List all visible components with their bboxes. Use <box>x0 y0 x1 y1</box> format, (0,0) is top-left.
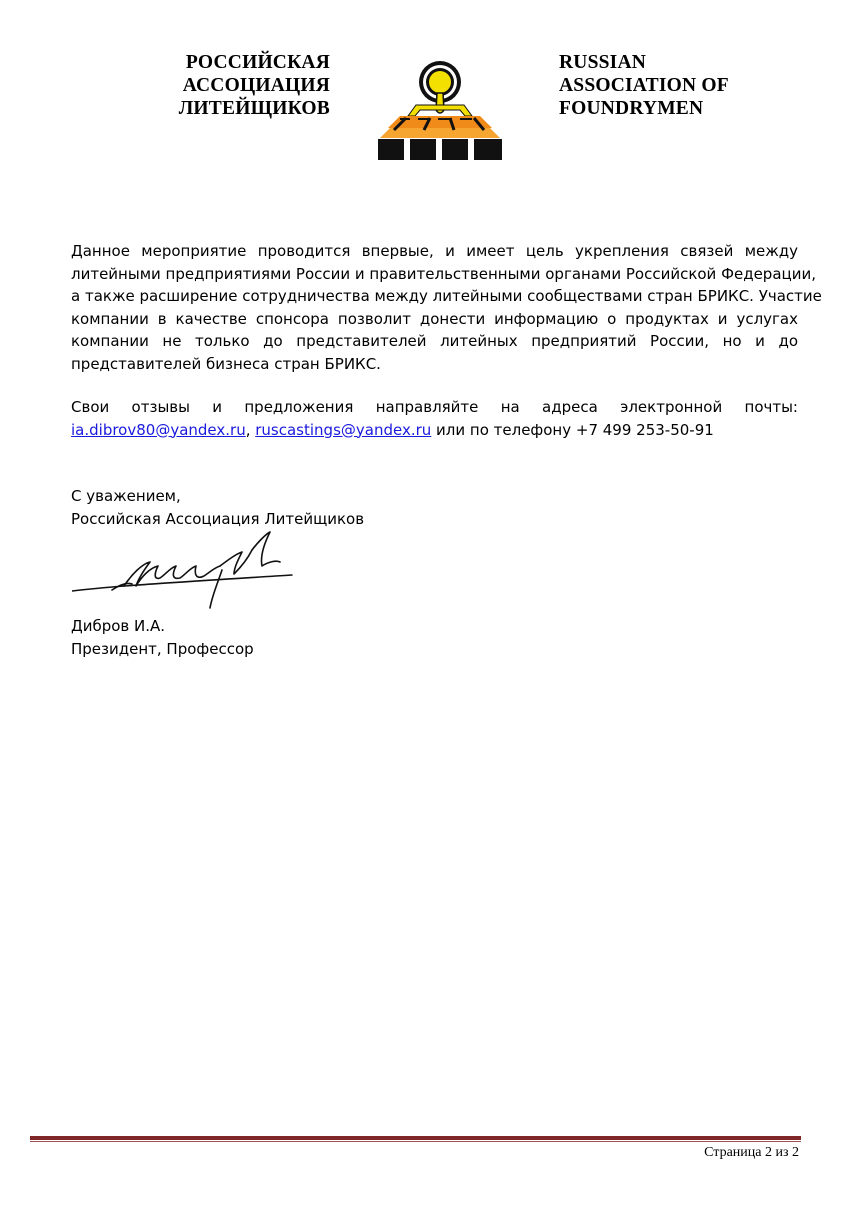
paragraph-event-description <box>71 240 822 375</box>
org-name-ru-line: ЛИТЕЙЩИКОВ <box>178 98 330 119</box>
contacts-intro: Свои отзывы и предложения направляйте на адреса электронной почты: <box>71 398 798 416</box>
org-name-ru <box>0 51 330 120</box>
paragraph-line: компании не только до представителей литейных предприятий России, но и до <box>71 332 798 350</box>
signer-title: Президент, Профессор <box>71 639 254 658</box>
email-separator: , <box>245 420 256 439</box>
footer-divider-thin <box>30 1141 801 1142</box>
org-name-en-line: RUSSIAN <box>559 52 647 73</box>
email-link-ruscastings[interactable]: ruscastings@yandex.ru <box>255 420 432 439</box>
signer-name: Дибров И.А. <box>71 617 166 635</box>
paragraph-line: компании в качестве спонсора позволит донести информацию о продуктах и услугах <box>71 309 798 328</box>
paragraph-contacts <box>71 396 798 441</box>
closing-block <box>71 485 364 530</box>
phone-text: или по телефону +7 499 253-50-91 <box>431 420 714 439</box>
org-name-en <box>559 51 729 120</box>
email-link-dibrov[interactable]: ia.dibrov80@yandex.ru <box>71 420 246 439</box>
regards-text: С уважением, <box>71 487 181 505</box>
paragraph-line: литейными предприятиями России и правительственными органами Российской Федерации, <box>71 264 816 283</box>
handwritten-signature <box>72 530 300 612</box>
foundry-ladle-logo-icon <box>374 58 506 160</box>
contacts-line <box>71 419 798 442</box>
paragraph-line: представителей бизнеса стран БРИКС. <box>71 354 381 373</box>
organization-text: Российская Ассоциация Литейщиков <box>71 509 365 528</box>
footer-divider <box>30 1136 801 1140</box>
page-number: Страница 2 из 2 <box>704 1145 799 1160</box>
org-name-ru-line: АССОЦИАЦИЯ <box>182 75 330 96</box>
paragraph-line: а также расширение сотрудничества между литейными сообществами стран БРИКС. Участие <box>71 287 822 305</box>
org-name-ru-line: РОССИЙСКАЯ <box>185 52 330 73</box>
org-name-en-line: FOUNDRYMEN <box>559 98 704 119</box>
org-name-en-line: ASSOCIATION OF <box>559 75 729 96</box>
paragraph-line: Данное мероприятие проводится впервые, и имеет цель укрепления связей между <box>71 242 798 260</box>
signer-block <box>71 615 254 660</box>
